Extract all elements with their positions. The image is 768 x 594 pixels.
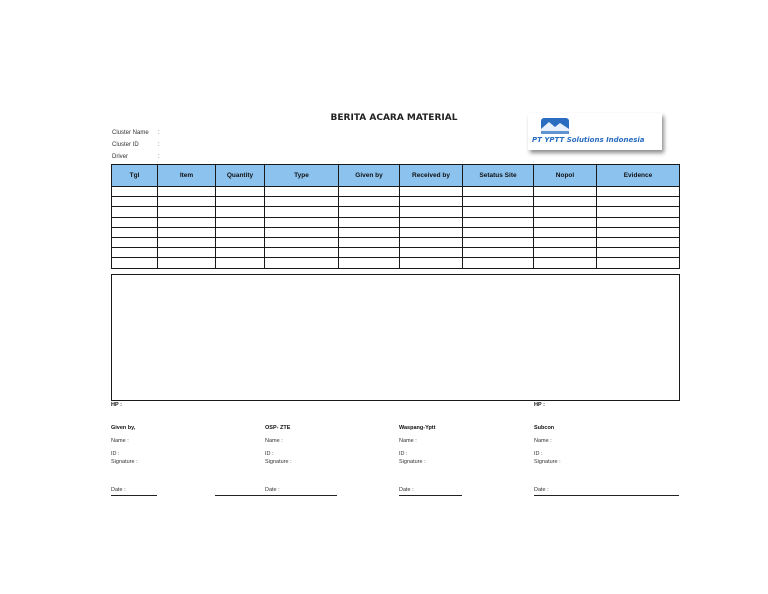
table-cell [534, 227, 597, 237]
table-cell [216, 207, 265, 217]
table-cell [112, 237, 158, 247]
table-cell [112, 197, 158, 207]
column-header-given-by: Given by [339, 165, 400, 187]
table-cell [112, 258, 158, 268]
table-cell [158, 197, 216, 207]
table-cell [216, 187, 265, 197]
notes-area [111, 274, 680, 401]
table-cell [216, 227, 265, 237]
table-cell [400, 207, 463, 217]
column-header-received-by: Received by [400, 165, 463, 187]
table-cell [534, 237, 597, 247]
table-cell [112, 217, 158, 227]
mountain-icon [541, 118, 569, 134]
table-cell [534, 248, 597, 258]
logo-text: PT YPTT Solutions Indonesia [532, 136, 645, 144]
table-cell [339, 248, 400, 258]
table-cell [534, 258, 597, 268]
table-cell [265, 187, 339, 197]
table-cell [216, 258, 265, 268]
table-cell [265, 258, 339, 268]
table-cell [265, 197, 339, 207]
table-cell [265, 217, 339, 227]
table-cell [463, 207, 534, 217]
table-cell [400, 227, 463, 237]
table-cell [597, 207, 680, 217]
table-cell [597, 237, 680, 247]
hp-right-label: HP : [534, 402, 545, 408]
table-cell [463, 197, 534, 207]
signature-date: Date : [534, 487, 549, 493]
column-header-quantity: Quantity [216, 165, 265, 187]
table-cell [534, 207, 597, 217]
meta-colon: : [158, 130, 160, 136]
table-cell [339, 207, 400, 217]
table-cell [534, 197, 597, 207]
signature-name: Name : [534, 438, 552, 444]
signature-heading: OSP- ZTE [265, 425, 291, 431]
table-cell [216, 197, 265, 207]
meta-colon: : [158, 154, 160, 160]
table-cell [463, 187, 534, 197]
table-row [112, 237, 680, 247]
table-cell [112, 248, 158, 258]
meta-label: Driver [112, 154, 128, 160]
signature-heading: Waspang-Yptt [399, 425, 436, 431]
signature-id: ID : [111, 451, 120, 457]
date-underline [534, 495, 679, 496]
table-cell [158, 248, 216, 258]
table-row [112, 207, 680, 217]
meta-driver [112, 154, 160, 160]
meta-label: Cluster ID [112, 142, 139, 148]
signature-signature: Signature : [265, 459, 292, 465]
table-cell [158, 237, 216, 247]
table-cell [112, 187, 158, 197]
table-cell [112, 227, 158, 237]
signature-signature: Signature : [111, 459, 138, 465]
signature-heading: Subcon [534, 425, 555, 431]
table-cell [265, 237, 339, 247]
signature-name: Name : [265, 438, 283, 444]
signature-id: ID : [534, 451, 543, 457]
meta-cluster-name [112, 130, 160, 136]
table-cell [158, 207, 216, 217]
table-row [112, 197, 680, 207]
column-header-nopol: Nopol [534, 165, 597, 187]
signature-signature: Signature : [399, 459, 426, 465]
table-cell [216, 248, 265, 258]
table-cell [265, 227, 339, 237]
company-logo [528, 113, 662, 150]
column-header-tgl: Tgl [112, 165, 158, 187]
table-cell [463, 258, 534, 268]
table-cell [463, 237, 534, 247]
table-cell [463, 248, 534, 258]
table-cell [400, 258, 463, 268]
table-cell [158, 217, 216, 227]
table-cell [339, 237, 400, 247]
table-header-row [112, 165, 680, 187]
table-cell [400, 237, 463, 247]
date-underline [399, 495, 462, 496]
column-header-status-site: Setatus Site [463, 165, 534, 187]
table-cell [400, 197, 463, 207]
table-row [112, 258, 680, 268]
table-cell [400, 248, 463, 258]
signature-date: Date : [111, 487, 126, 493]
signature-name: Name : [111, 438, 129, 444]
table-cell [534, 187, 597, 197]
table-cell [400, 187, 463, 197]
column-header-evidence: Evidence [597, 165, 680, 187]
table-cell [339, 217, 400, 227]
table-cell [216, 237, 265, 247]
meta-label: Cluster Name [112, 130, 149, 136]
table-cell [400, 217, 463, 227]
table-row [112, 187, 680, 197]
table-cell [158, 227, 216, 237]
date-underline [111, 495, 157, 496]
table-row [112, 248, 680, 258]
table-cell [534, 217, 597, 227]
table-cell [597, 258, 680, 268]
table-cell [597, 197, 680, 207]
table-row [112, 227, 680, 237]
table-cell [597, 187, 680, 197]
material-table [111, 164, 680, 269]
table-cell [265, 248, 339, 258]
signature-heading: Given by, [111, 425, 136, 431]
meta-colon: : [158, 142, 160, 148]
table-cell [597, 248, 680, 258]
table-cell [597, 227, 680, 237]
table-cell [463, 217, 534, 227]
table-body [112, 187, 680, 269]
hp-left-label: HP : [111, 402, 122, 408]
table-cell [339, 197, 400, 207]
signature-date: Date : [265, 487, 280, 493]
table-cell [158, 187, 216, 197]
table-cell [339, 187, 400, 197]
signature-date: Date : [399, 487, 414, 493]
meta-cluster-id [112, 142, 160, 148]
table-cell [265, 207, 339, 217]
column-header-type: Type [265, 165, 339, 187]
signature-id: ID : [265, 451, 274, 457]
signature-underline [215, 495, 337, 496]
signature-signature: Signature : [534, 459, 561, 465]
table-cell [463, 227, 534, 237]
table-cell [216, 217, 265, 227]
page-title: BERITA ACARA MATERIAL [330, 113, 458, 123]
table-cell [112, 207, 158, 217]
table-cell [339, 258, 400, 268]
column-header-item: Item [158, 165, 216, 187]
signature-id: ID : [399, 451, 408, 457]
table-cell [597, 217, 680, 227]
table-cell [339, 227, 400, 237]
table-cell [158, 258, 216, 268]
signature-name: Name : [399, 438, 417, 444]
table-row [112, 217, 680, 227]
